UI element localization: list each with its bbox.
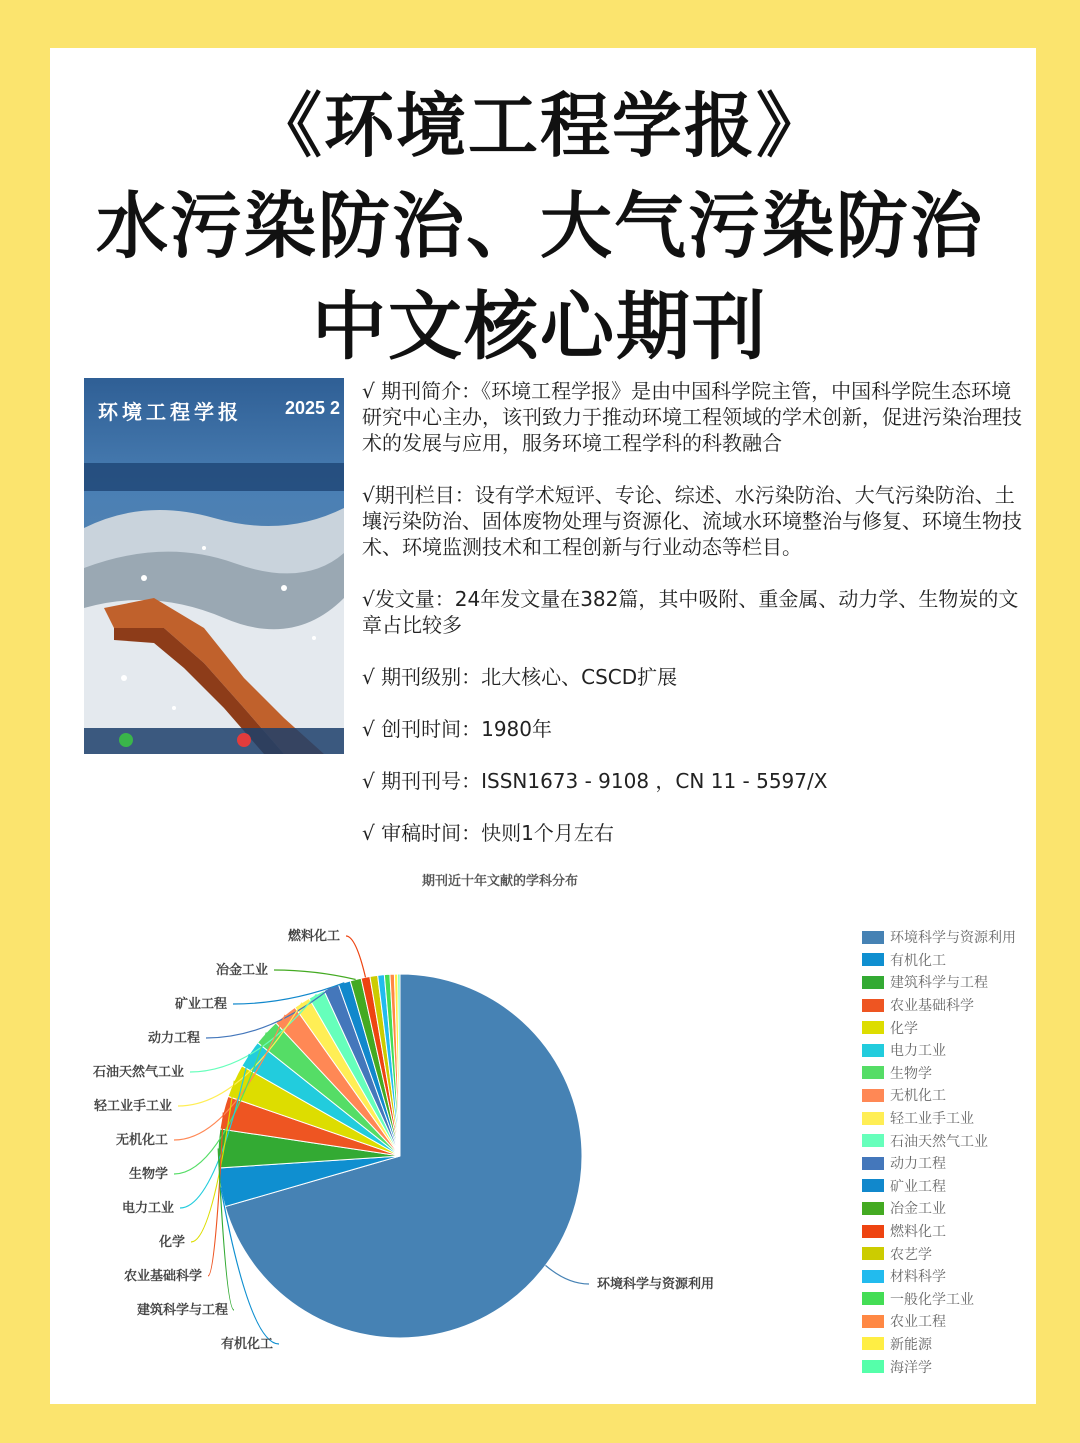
legend-swatch [862, 1179, 884, 1192]
legend-label: 建筑科学与工程 [890, 975, 988, 992]
legend-swatch [862, 1247, 884, 1260]
pie-label: 动力工程 [147, 1031, 200, 1046]
legend-item[interactable] [862, 1016, 1016, 1039]
pie-label: 冶金工业 [215, 963, 268, 978]
legend-label: 有机化工 [890, 952, 946, 969]
legend-swatch [862, 1112, 884, 1125]
legend-label: 环境科学与资源利用 [890, 930, 1016, 947]
cover-year: 2025 2 [284, 398, 340, 418]
info-founded: √ 创刊时间：1980年 [362, 717, 552, 741]
legend-label: 轻工业手工业 [890, 1111, 974, 1128]
pie-label: 轻工业手工业 [93, 1099, 172, 1114]
chart-title: 期刊近十年文献的学科分布 [421, 874, 578, 889]
pie-label: 有机化工 [220, 1337, 273, 1352]
legend-item[interactable] [862, 1129, 1016, 1152]
legend-swatch [862, 931, 884, 944]
page-title: 《环境工程学报》 [252, 84, 828, 167]
page-tagline: 中文核心期刊 [312, 284, 768, 370]
legend-label: 农艺学 [890, 1246, 932, 1263]
legend-swatch [862, 1270, 884, 1283]
leader-line [346, 936, 365, 977]
legend-label: 一般化学工业 [890, 1291, 974, 1308]
legend-item[interactable] [862, 1107, 1016, 1130]
legend-label: 海洋学 [890, 1359, 932, 1376]
legend-swatch [862, 1089, 884, 1102]
pie-label: 燃料化工 [287, 929, 340, 944]
pie-label: 环境科学与资源利用 [597, 1277, 715, 1292]
legend-item[interactable] [862, 1197, 1016, 1220]
legend-item[interactable] [862, 1333, 1016, 1356]
legend-item[interactable] [862, 1310, 1016, 1333]
legend-label: 新能源 [890, 1336, 932, 1353]
legend-item[interactable] [862, 926, 1016, 949]
pie-label: 矿业工程 [174, 997, 227, 1012]
legend-label: 燃料化工 [890, 1224, 946, 1241]
legend-item[interactable] [862, 1084, 1016, 1107]
info-level: √ 期刊级别：北大核心、CSCD扩展 [362, 665, 678, 689]
legend-item[interactable] [862, 1242, 1016, 1265]
page-subtitle: 水污染防治、大气污染防治 [95, 183, 984, 268]
journal-cover-image [84, 378, 344, 754]
legend-item[interactable] [862, 1265, 1016, 1288]
legend-item[interactable] [862, 949, 1016, 972]
legend-swatch [862, 976, 884, 989]
legend-swatch [862, 1021, 884, 1034]
pie-label: 石油天然气工业 [92, 1065, 184, 1080]
leader-line [274, 970, 356, 979]
legend-label: 农业工程 [890, 1314, 946, 1331]
legend-label: 无机化工 [890, 1088, 946, 1105]
info-intro: √ 期刊简介：《环境工程学报》是由中国科学院主管，中国科学院生态环境研究中心主办，该刊致力于推动环境工程领域的学术创新，促进污染治理技术的发展与应用，服务环境工程学科的科教融合 [362, 379, 1022, 455]
info-issn: √ 期刊刊号：ISSN1673 - 9108 ，CN 11 - 5597/X [362, 769, 828, 793]
pie-label: 建筑科学与工程 [136, 1303, 228, 1318]
legend-item[interactable] [862, 1152, 1016, 1175]
legend-swatch [862, 1360, 884, 1373]
legend-item[interactable] [862, 1355, 1016, 1378]
legend-swatch [862, 1044, 884, 1057]
pie-label: 无机化工 [115, 1133, 168, 1148]
legend-label: 化学 [890, 1020, 918, 1037]
legend-label: 农业基础科学 [890, 998, 974, 1015]
pie-label: 化学 [158, 1235, 185, 1250]
legend-item[interactable] [862, 1062, 1016, 1085]
legend-swatch [862, 1157, 884, 1170]
cover-title: 环境工程学报 [98, 400, 242, 424]
legend-label: 材料科学 [890, 1269, 946, 1286]
info-volume: √发文量：24年发文量在382篇，其中吸附、重金属、动力学、生物炭的文章占比较多 [362, 587, 1019, 637]
legend-label: 电力工业 [890, 1043, 946, 1060]
legend-item[interactable] [862, 1039, 1016, 1062]
pie-chart [50, 900, 810, 1370]
legend-swatch [862, 1134, 884, 1147]
pie-label: 农业基础科学 [123, 1269, 202, 1284]
info-columns: √期刊栏目：设有学术短评、专论、综述、水污染防治、大气污染防治、土壤污染防治、固体废物处理与资源化、流域水环境整治与修复、环境生物技术、环境监测技术和工程创新与行业动态等栏目。 [362, 483, 1022, 559]
legend-item[interactable] [862, 1220, 1016, 1243]
cover-artwork [84, 378, 344, 754]
journal-info [362, 378, 1030, 846]
legend-item[interactable] [862, 971, 1016, 994]
leader-line [545, 1265, 589, 1284]
legend-swatch [862, 953, 884, 966]
legend-swatch [862, 1225, 884, 1238]
legend-label: 冶金工业 [890, 1201, 946, 1218]
legend-label: 矿业工程 [890, 1178, 946, 1195]
legend-label: 动力工程 [890, 1156, 946, 1173]
legend-swatch [862, 1315, 884, 1328]
legend-item[interactable] [862, 1288, 1016, 1311]
legend-swatch [862, 1292, 884, 1305]
legend-label: 石油天然气工业 [890, 1133, 988, 1150]
legend-item[interactable] [862, 1175, 1016, 1198]
legend-swatch [862, 1066, 884, 1079]
legend-swatch [862, 999, 884, 1012]
pie-label: 电力工业 [121, 1201, 174, 1216]
info-review: √ 审稿时间：快则1个月左右 [362, 821, 614, 845]
chart-legend [862, 926, 1016, 1378]
legend-item[interactable] [862, 994, 1016, 1017]
pie-label: 生物学 [128, 1167, 168, 1182]
legend-swatch [862, 1337, 884, 1350]
legend-swatch [862, 1202, 884, 1215]
legend-label: 生物学 [890, 1065, 932, 1082]
